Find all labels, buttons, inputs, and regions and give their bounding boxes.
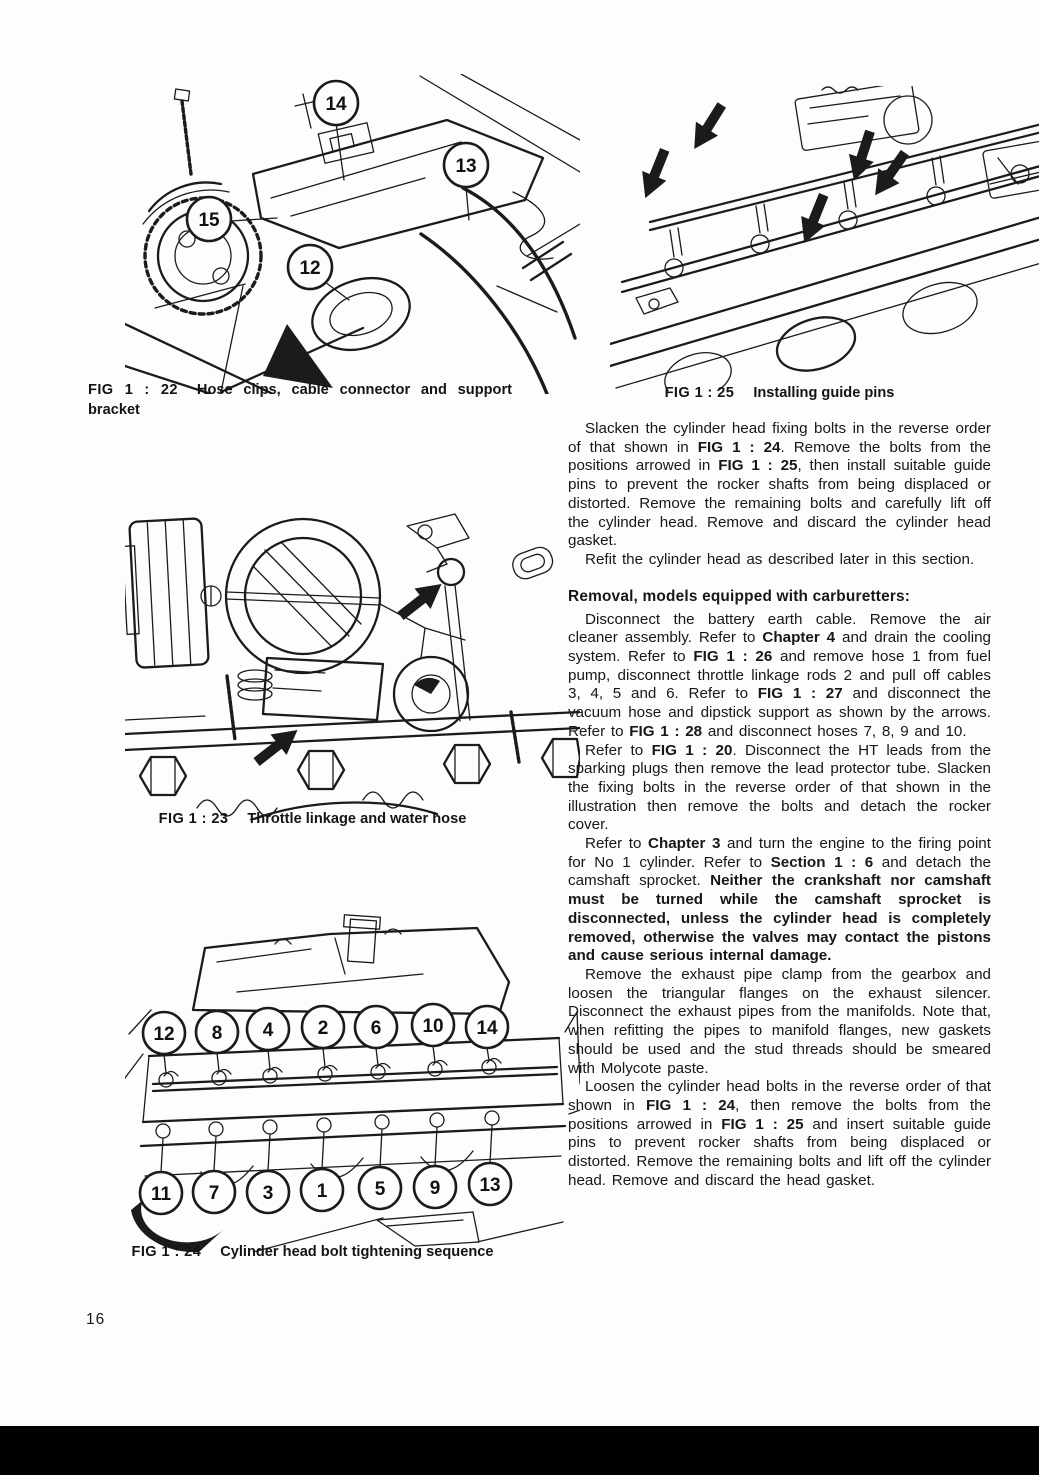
section-heading: Removal, models equipped with carburetters: <box>568 587 911 605</box>
figure-1-24-label: FIG 1 : 24 <box>131 1244 202 1260</box>
fig-reference: FIG 1 : 27 <box>757 685 843 703</box>
fig-reference: FIG 1 : 25 <box>718 457 798 475</box>
figure-1-23 <box>125 508 580 820</box>
figure-1-22-caption-text: Hose clips, cable connector and support bracket <box>88 382 512 418</box>
svg-text:13: 13 <box>455 156 477 177</box>
paragraph: Disconnect the battery earth cable. Remove the air cleaner assembly. Refer to Chapter 4 and drain the cooling system. Refer to FIG 1 : 26 and remove hose 1 from fuel pump, disconnect throttle linkage rods 2 and pull off cables 3, 4, 5 and 6. Refer to FIG 1 : 27 and disconnect the vacuum hose and dipstick support as shown by the arrows. Refer to FIG 1 : 28 and disconnect hoses 7, 8, 9 and 10. <box>568 610 991 740</box>
callout-bottom-9: 9 <box>429 1178 441 1199</box>
figure-1-24-drawing <box>125 914 580 1252</box>
scan-edge-bar <box>0 1426 1039 1475</box>
callout-top-10: 10 <box>422 1016 444 1037</box>
throttle-line-art <box>125 514 580 820</box>
svg-text:12: 12 <box>299 258 321 279</box>
cylinder-head-line-art <box>125 915 580 1252</box>
figure-1-25 <box>610 86 1039 391</box>
fig122-callouts <box>187 81 488 300</box>
figure-1-25-label: FIG 1 : 25 <box>664 385 735 401</box>
figure-1-25-drawing <box>610 86 1039 391</box>
callout-bottom-5: 5 <box>374 1179 386 1200</box>
figure-1-23-label: FIG 1 : 23 <box>158 811 229 827</box>
fig-reference: FIG 1 : 24 <box>697 438 781 456</box>
figure-1-23-caption <box>85 810 540 830</box>
guide-pin-arrow-icon <box>633 145 677 203</box>
paragraph: Refer to Chapter 3 and turn the engine to the firing point for No 1 cylinder. Refer to Section 1 : 6 and detach the camshaft sprocket. Neither the crankshaft nor camshaft must be turned while the camshaft sprocket is disconnected, unless the cylinder head is completely removed, otherwise the valves may contact the pistons and cause serious internal damage. <box>568 835 991 965</box>
section-reference: Section 1 : 6 <box>770 853 874 871</box>
rocker-shaft-line-art <box>610 86 1039 391</box>
callout-bottom-7: 7 <box>208 1183 220 1204</box>
callout-top-4: 4 <box>262 1020 274 1041</box>
callout-13 <box>444 143 488 187</box>
figure-1-23-caption-text: Throttle linkage and water hose <box>247 811 467 827</box>
page-number: 16 <box>86 1311 106 1328</box>
callout-14 <box>314 81 358 125</box>
fig-reference: FIG 1 : 26 <box>693 648 773 666</box>
fig-reference: FIG 1 : 20 <box>651 741 733 759</box>
body-text-column <box>568 420 991 1190</box>
figure-1-22-caption <box>88 381 512 420</box>
callout-bottom-3: 3 <box>262 1183 274 1204</box>
callout-bottom-11: 11 <box>150 1184 172 1205</box>
fig-reference: FIG 1 : 24 <box>646 1096 736 1114</box>
warning-text: Neither the crankshaft nor camshaft must be turned while the camshaft sprocket is disconnected, unless the cylinder head is completely removed, otherwise the valves may contact the pistons and cause serious internal damage. <box>568 872 991 965</box>
paragraph: Loosen the cylinder head bolts in the reverse order of that shown in FIG 1 : 24, then remove the bolts from the positions arrowed in FIG 1 : 25 and insert suitable guide pins to prevent rocker shafts from being displaced or distorted. Remove the remaining bolts and lift off the cylinder head. Remove and discard the head gasket. <box>568 1078 992 1189</box>
figure-1-25-caption <box>568 384 991 404</box>
svg-text:14: 14 <box>325 94 347 115</box>
figure-1-22-label: FIG 1 : 22 <box>88 382 178 398</box>
paragraph: Slacken the cylinder head fixing bolts in the reverse order of that shown in FIG 1 : 24. Remove the bolts from the positions arrowed in FIG 1 : 25, then install suitable guide pins to prevent the rocker shafts from being displaced or distorted. Remove the remaining bolts and carefully lift off the cylinder head. Remove and discard the cylinder head gasket. <box>568 420 991 550</box>
guide-pin-arrow-icon <box>683 98 733 156</box>
callout-bottom-1: 1 <box>316 1181 328 1202</box>
figure-1-25-caption-text: Installing guide pins <box>753 385 895 401</box>
callout-top-8: 8 <box>211 1023 223 1044</box>
paragraph: Refit the cylinder head as described later in this section. <box>585 550 975 568</box>
callout-top-2: 2 <box>317 1018 329 1039</box>
callout-top-14: 14 <box>476 1018 498 1039</box>
callout-top-6: 6 <box>370 1018 382 1039</box>
figure-1-24-caption <box>85 1243 540 1263</box>
figure-1-22 <box>125 74 580 394</box>
paragraph: Refer to FIG 1 : 20. Disconnect the HT leads from the sparking plugs then remove the lead protector tube. Slacken the fixing bolts in the reverse order of that shown in the illustration then remove the bolts and detach the rocker cover. <box>568 741 991 834</box>
chapter-reference: Chapter 4 <box>762 629 836 647</box>
callout-bottom-13: 13 <box>479 1175 501 1196</box>
figure-1-24-caption-text: Cylinder head bolt tightening sequence <box>220 1244 494 1260</box>
svg-text:15: 15 <box>198 210 220 231</box>
paragraph: Remove the exhaust pipe clamp from the gearbox and loosen the triangular flanges on the exhaust silencer. Disconnect the exhaust pipes from the manifolds. Note that, when refitting the pipes to manifold flanges, new gaskets should be used and the stud threads should be smeared with Molycote paste. <box>568 965 991 1077</box>
fig-reference: FIG 1 : 25 <box>721 1115 804 1133</box>
figure-1-24 <box>125 914 580 1252</box>
callout-top-12: 12 <box>153 1024 175 1045</box>
chapter-reference: Chapter 3 <box>647 835 721 853</box>
figure-1-23-drawing <box>125 508 580 820</box>
callout-15 <box>187 197 231 241</box>
figure-1-22-drawing <box>125 74 580 394</box>
callout-12 <box>288 245 332 289</box>
fig-reference: FIG 1 : 28 <box>629 722 703 740</box>
